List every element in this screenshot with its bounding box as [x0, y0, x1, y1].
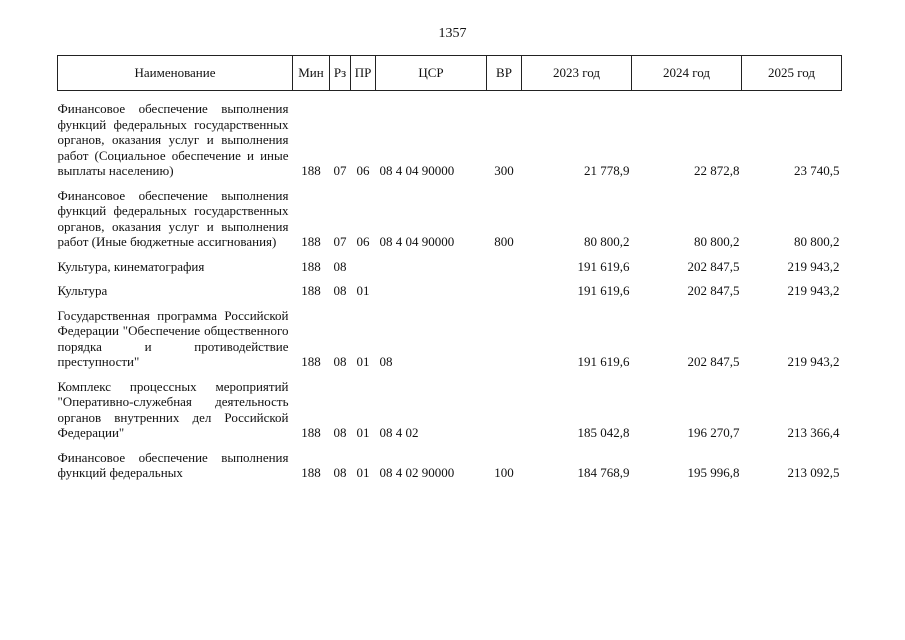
row-min: 188	[301, 425, 321, 440]
row-2024: 22 872,8	[694, 163, 740, 178]
row-pr: 01	[356, 465, 370, 480]
row-min: 188	[301, 354, 321, 369]
row-name: Культура, кинематография	[57, 258, 205, 274]
row-pr: 01	[356, 283, 370, 298]
row-csr	[376, 274, 487, 299]
table-row	[58, 274, 842, 299]
page-number: 1357	[438, 26, 467, 41]
row-csr: 08 4 04 90000	[379, 163, 455, 178]
row-pr	[351, 250, 376, 275]
header-2025: 2025 год	[742, 56, 842, 91]
row-pr: 01	[356, 425, 370, 440]
row-2023: 191 619,6	[577, 354, 630, 369]
row-2025: 219 943,2	[787, 258, 840, 274]
header-2023: 2023 год	[522, 56, 632, 91]
row-2025: 213 366,4	[787, 425, 840, 440]
row-min: 188	[301, 283, 321, 298]
row-csr: 08 4 02 90000	[379, 465, 455, 480]
row-2024: 196 270,7	[687, 425, 740, 440]
row-vr: 100	[494, 465, 514, 480]
row-name: Финансовое обеспечение выполнения функций федеральных государственных органов, оказания услуг и выполнения работ (Иные бюджетные ассигнования)	[57, 187, 289, 249]
row-2023: 191 619,6	[577, 258, 630, 274]
table-header-row	[58, 56, 842, 91]
row-name: Финансовое обеспечение выполнения функций федеральных государственных органов, оказания услуг и выполнения работ (Социальное обеспечение и иные выплаты населению)	[57, 101, 289, 178]
row-2023: 21 778,9	[584, 163, 630, 178]
header-name: Наименование	[58, 56, 293, 91]
row-csr: 08 4 02	[379, 425, 419, 440]
row-vr	[487, 274, 522, 299]
row-2025: 23 740,5	[794, 163, 840, 178]
table-row	[58, 250, 842, 275]
row-vr	[487, 299, 522, 370]
header-2024: 2024 год	[632, 56, 742, 91]
header-csr: ЦСР	[376, 56, 487, 91]
row-2023: 191 619,6	[577, 283, 630, 298]
row-csr: 08	[379, 354, 393, 369]
row-csr	[376, 250, 487, 275]
table-row	[58, 441, 842, 481]
table-row	[58, 91, 842, 179]
header-rz: Рз	[330, 56, 351, 91]
row-2025: 213 092,5	[787, 465, 840, 480]
row-rz: 08	[333, 258, 347, 274]
row-vr	[487, 370, 522, 441]
table-row	[58, 299, 842, 370]
row-name: Культура	[57, 283, 108, 298]
row-2025: 80 800,2	[794, 234, 840, 249]
row-2023: 185 042,8	[577, 425, 630, 440]
row-2024: 202 847,5	[687, 283, 740, 298]
row-2024: 195 996,8	[687, 465, 740, 480]
row-rz: 08	[333, 425, 347, 440]
row-min: 188	[301, 258, 321, 274]
row-min: 188	[301, 234, 321, 249]
row-rz: 08	[333, 354, 347, 369]
table-row	[58, 179, 842, 250]
row-2024: 80 800,2	[694, 234, 740, 249]
header-pr: ПР	[351, 56, 376, 91]
budget-table	[57, 55, 842, 481]
row-2023: 80 800,2	[584, 234, 630, 249]
row-rz: 07	[333, 234, 347, 249]
row-csr: 08 4 04 90000	[379, 234, 455, 249]
row-2025: 219 943,2	[787, 354, 840, 369]
row-pr: 06	[356, 163, 370, 178]
row-2024: 202 847,5	[687, 258, 740, 274]
row-rz: 08	[333, 465, 347, 480]
row-name: Финансовое обеспечение выполнения функций федеральных	[57, 449, 289, 480]
row-name: Государственная программа Российской Федерации "Обеспечение общественного порядка и противодействие преступности"	[57, 307, 289, 369]
row-name: Комплекс процессных мероприятий "Оперативно-служебная деятельность органов внутренних дел Российской Федерации"	[57, 378, 289, 440]
row-vr: 300	[494, 163, 514, 178]
row-vr	[487, 250, 522, 275]
row-2024: 202 847,5	[687, 354, 740, 369]
row-pr: 01	[356, 354, 370, 369]
row-min: 188	[301, 163, 321, 178]
row-pr: 06	[356, 234, 370, 249]
row-min: 188	[301, 465, 321, 480]
row-2023: 184 768,9	[577, 465, 630, 480]
table-row	[58, 370, 842, 441]
header-min: Мин	[293, 56, 330, 91]
row-rz: 07	[333, 163, 347, 178]
header-vr: ВР	[487, 56, 522, 91]
row-2025: 219 943,2	[787, 283, 840, 298]
row-rz: 08	[333, 283, 347, 298]
row-vr: 800	[494, 234, 514, 249]
